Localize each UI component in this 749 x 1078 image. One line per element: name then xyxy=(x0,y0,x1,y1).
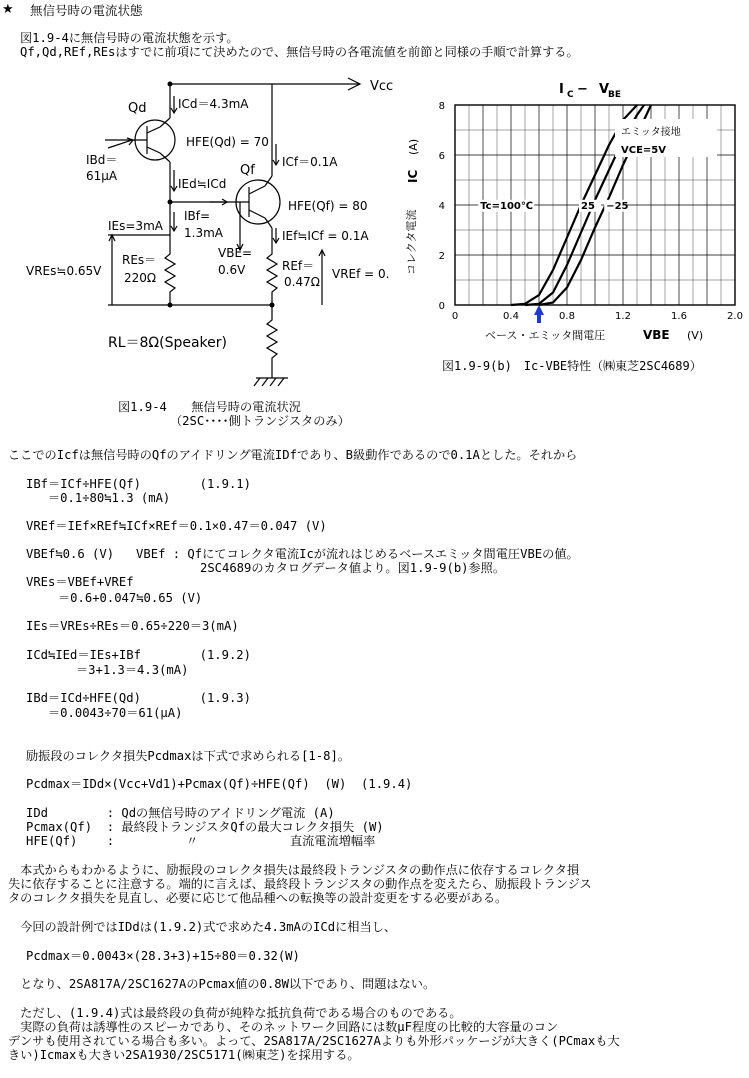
ies-label: IEs=3mA xyxy=(108,219,163,233)
chart-legend-2: VCE=5V xyxy=(621,145,666,156)
ref-label-2: 0.47Ω xyxy=(284,275,320,289)
intro-line-2: Qf,Qd,REf,REsはすでに前項にて決めたので、無信号時の各電流値を前節と同様の手順で計算する。 xyxy=(20,45,579,59)
eq-1-3b: ＝0.0043÷70＝61(μA) xyxy=(48,706,183,720)
ied-label: IEd≒ICd xyxy=(178,177,227,191)
vbe-label-1: VBE= xyxy=(218,246,253,260)
chart-caption: 図1.9-9(b) Ic-VBE特性（㈱東芝2SC4689） xyxy=(442,359,702,373)
vbe-marker-arrow xyxy=(534,305,544,323)
para-load-3: きい)Icmaxも大きい2SA1930/2SC5171(㈱東芝)を採用する。 xyxy=(8,1048,360,1062)
hfe-qf-label: HFE(Qf) = 80 xyxy=(288,199,368,213)
x-tick-label: 0.4 xyxy=(503,311,519,322)
heading-star: ★ xyxy=(2,2,14,17)
eq-vbef-b: 2SC4689のカタログデータ値より。図1.9-9(b)参照。 xyxy=(200,561,506,575)
icd-label: ICd＝4.3mA xyxy=(178,97,249,111)
para-caveat: ただし、(1.9.4)式は最終段の負荷が純粋な抵抗負荷である場合のものである。 xyxy=(8,1006,462,1020)
circuit-diagram xyxy=(0,60,400,440)
chart-title-vbe: V xyxy=(599,82,610,97)
circuit-caption-1: 図1.9-4 無信号時の電流状況 xyxy=(118,400,301,414)
eq-ies: IEs＝VREs÷REs＝0.65÷220＝3(mA) xyxy=(26,619,239,633)
chart-title-vbe-sub: BE xyxy=(608,90,622,100)
x-tick-label: 1.6 xyxy=(671,311,687,322)
hfe-qd-label: HFE(Qd) = 70 xyxy=(186,135,269,149)
chart-title-dash: − xyxy=(577,82,588,97)
eq-pcdmax-value: Pcdmax＝0.0043×(28.3+3)+15÷80＝0.32(W) xyxy=(26,949,300,963)
chart-ylabel-sym: IC xyxy=(406,169,420,183)
icf-label: ICf＝0.1A xyxy=(282,155,338,169)
eq-1-2b: ＝3+1.3＝4.3(mA) xyxy=(76,663,189,677)
ibf-label-1: IBf= xyxy=(184,209,211,223)
y-tick-label: 6 xyxy=(438,151,445,162)
para-load-2: デンサも使用されている場合も多い。よって、2SA817A/2SC1627Aよりも外形パッケージが大きく(PCmaxも大 xyxy=(8,1034,620,1048)
def-hfe-desc: 直流電流増幅率 xyxy=(290,834,376,848)
series-label-t25: 25 xyxy=(581,200,595,212)
ref-label-1: REf＝ xyxy=(282,259,315,273)
chart-legend-1: エミッタ接地 xyxy=(621,127,681,138)
def-idd: IDd : Qdの無信号時のアイドリング電流 (A) xyxy=(26,806,335,820)
series-label-tm25: −25 xyxy=(606,200,629,212)
para-result: となり、2SA817A/2SC1627AのPcmax値の0.8W以下であり、問題はない。 xyxy=(8,977,436,991)
page-title: 無信号時の電流状態 xyxy=(30,3,143,18)
chart-xlabel-sym: VBE xyxy=(643,328,670,342)
vcc-label: Vcc xyxy=(370,79,394,94)
vbe-label-2: 0.6V xyxy=(218,263,246,277)
para-icf: ここでのIcfは無信号時のQfのアイドリング電流IDfであり、B級動作であるので0.1Aとした。それから xyxy=(8,448,578,462)
def-pcmax: Pcmax(Qf) : 最終段トランジスタQfの最大コレクタ損失 (W) xyxy=(26,820,384,834)
para-load-1: 実際の負荷は誘導性のスピーカであり、そのネットワーク回路には数μF程度の比較的大容量のコン xyxy=(8,1020,559,1034)
eq-vref: VREf＝IEf×REf≒ICf×REf＝0.1×0.47＝0.047 (V) xyxy=(26,519,327,533)
eq-1-1a: IBf＝ICf÷HFE(Qf) (1.9.1) xyxy=(26,477,251,491)
eq-1-4: Pcdmax＝IDd×(Vcc+Vd1)+Pcmax(Qf)÷HFE(Qf) (W) (1.9.4) xyxy=(26,777,413,791)
chart-ylabel-unit: (A) xyxy=(407,138,420,155)
eq-vres-a: VREs＝VBEf+VREf xyxy=(26,575,134,589)
chart-xlabel-unit: (V) xyxy=(687,329,704,342)
para-note-3: タのコレクタ損失を見直し、必要に応じて他品種への転換等の設計変更をする必要がある。 xyxy=(8,891,508,905)
def-hfe-ditto: 〃 xyxy=(186,834,199,848)
para-note-2: 失に依存することに注意する。端的に言えば、最終段トランジスタの動作点を変えたら、励振段トランジス xyxy=(8,877,592,891)
eq-1-1b: ＝0.1÷80≒1.3 (mA) xyxy=(48,491,171,505)
intro-line-1: 図1.9-4に無信号時の電流状態を示す。 xyxy=(20,31,239,45)
vres-label: VREs≒0.65V xyxy=(26,264,102,278)
chart-xlabel-jp: ベース・エミッタ間電圧 xyxy=(485,329,606,342)
ic-vbe-chart xyxy=(405,75,749,355)
y-tick-label: 4 xyxy=(438,201,445,212)
chart-ylabel-jp: コレクタ電流 xyxy=(405,209,418,275)
para-design: 今回の設計例ではIDdは(1.9.2)式で求めた4.3mAのICdに相当し、 xyxy=(8,920,397,934)
x-tick-label: 0.8 xyxy=(559,311,575,322)
chart-title-ic-sub: C xyxy=(567,90,574,100)
eq-1-3a: IBd＝ICd÷HFE(Qd) (1.9.3) xyxy=(26,691,251,705)
vref-label: VREf = 0. xyxy=(332,267,390,281)
para-pcdmax: 励振段のコレクタ損失Pcdmaxは下式で求められる[1-8]。 xyxy=(26,749,350,763)
ief-label: IEf≒ICf = 0.1A xyxy=(282,229,369,243)
ibd-label-1: IBd＝ xyxy=(86,153,118,167)
qd-label: Qd xyxy=(128,101,147,116)
x-tick-label: 2.0 xyxy=(727,311,743,322)
circuit-caption-2: （2SC････側トランジスタのみ） xyxy=(170,414,350,428)
def-hfe: HFE(Qf) : xyxy=(26,834,115,848)
series-label-tc_label: Tc=100℃ xyxy=(480,200,533,212)
y-tick-label: 2 xyxy=(438,251,445,262)
x-tick-label: 0 xyxy=(451,311,459,322)
chart-title-ic: I xyxy=(559,82,564,97)
y-tick-label: 0 xyxy=(438,301,445,312)
x-tick-label: 1.2 xyxy=(615,311,631,322)
eq-1-2a: ICd≒IEd＝IEs+IBf (1.9.2) xyxy=(26,648,251,662)
eq-vbef-a: VBEf≒0.6 (V) VBEf : Qfにてコレクタ電流Icが流れはじめるベースエミッタ間電圧VBEの値。 xyxy=(26,547,579,561)
rl-label: RL＝8Ω(Speaker) xyxy=(108,335,227,351)
para-note-1: 本式からもわかるように、励振段のコレクタ損失は最終段トランジスタの動作点に依存するコレクタ損 xyxy=(8,863,580,877)
y-tick-label: 8 xyxy=(438,101,445,112)
res-label-2: 220Ω xyxy=(124,271,157,285)
res-label-1: REs＝ xyxy=(122,253,157,267)
eq-vres-b: ＝0.6+0.047≒0.65 (V) xyxy=(58,591,203,605)
qf-label: Qf xyxy=(240,163,255,178)
ibd-label-2: 61μA xyxy=(86,169,118,183)
ibf-label-2: 1.3mA xyxy=(184,226,223,240)
